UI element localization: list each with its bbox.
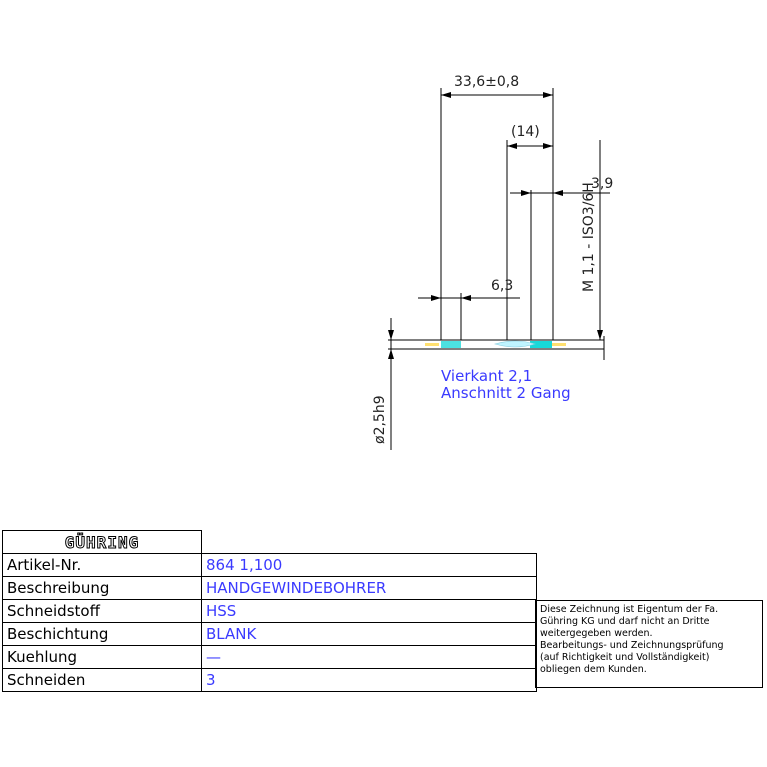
note-line: weitergegeben werden. <box>540 628 653 639</box>
row-value: HSS <box>202 600 537 623</box>
row-value: 864 1,100 <box>202 554 537 577</box>
row-label: Beschreibung <box>3 577 202 600</box>
logo-cell <box>3 531 202 554</box>
table-row <box>3 646 537 669</box>
row-label: Beschichtung <box>3 623 202 646</box>
title-block <box>2 530 537 692</box>
row-label: Kuehlung <box>3 646 202 669</box>
dim-diameter: ø2,5h9 <box>372 395 388 444</box>
note-square: Vierkant 2,1 <box>441 367 533 385</box>
dim-small: 3,9 <box>591 176 614 192</box>
row-label: Artikel-Nr. <box>3 554 202 577</box>
row-value: BLANK <box>202 623 537 646</box>
dim-thread-spec: M 1,1 - ISO3/6H <box>581 182 597 292</box>
table-row <box>3 623 537 646</box>
note-line: Gühring KG und darf nicht an Dritte <box>540 616 710 627</box>
note-line: Diese Zeichnung ist Eigentum der Fa. <box>540 604 719 615</box>
dim-shank: 6,3 <box>491 278 514 294</box>
dim-thread-length: (14) <box>511 124 540 140</box>
dim-total-length: 33,6±0,8 <box>454 74 520 90</box>
guehring-logo: GÜHRING <box>64 532 140 552</box>
table-row <box>3 600 537 623</box>
note-line: (auf Richtigkeit und Vollständigkeit) <box>540 652 710 663</box>
tool-body <box>388 336 604 354</box>
table-row <box>3 554 537 577</box>
note-chamfer: Anschnitt 2 Gang <box>441 384 571 402</box>
ownership-note <box>535 600 763 688</box>
note-line: Bearbeitungs- und Zeichnungsprüfung <box>540 640 724 651</box>
row-value: HANDGEWINDEBOHRER <box>202 577 537 600</box>
table-row <box>3 669 537 692</box>
row-value: 3 <box>202 669 537 692</box>
table-row <box>3 577 537 600</box>
dimension-lines <box>388 92 610 360</box>
note-line: obliegen dem Kunden. <box>540 664 647 675</box>
row-value: — <box>202 646 537 669</box>
row-label: Schneiden <box>3 669 202 692</box>
row-label: Schneidstoff <box>3 600 202 623</box>
